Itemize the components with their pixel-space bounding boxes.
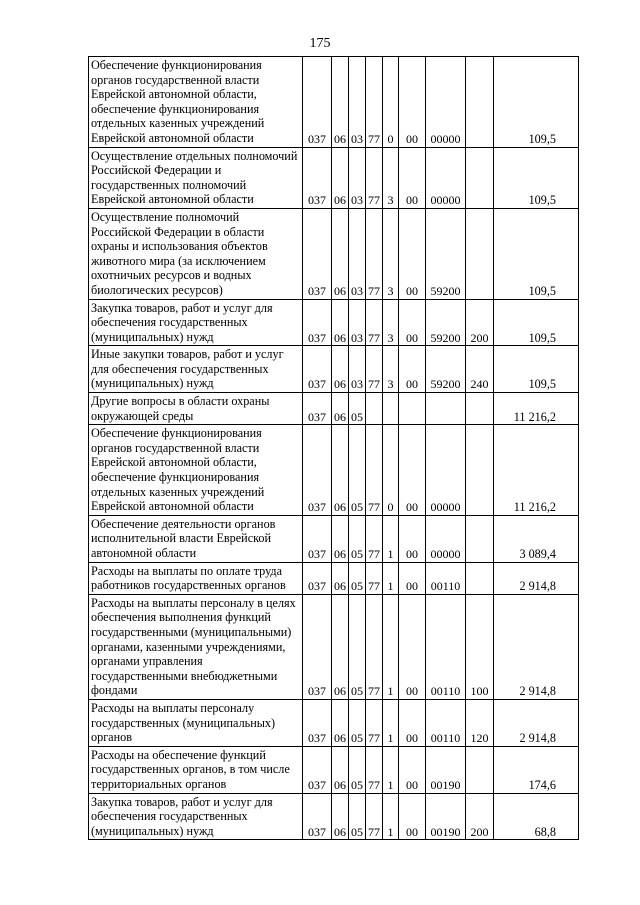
subsection-code: 03	[349, 57, 366, 148]
group-code: 00	[399, 57, 426, 148]
amount: 2 914,8	[494, 562, 579, 594]
ministry-code: 037	[303, 562, 332, 594]
item-code: 00190	[426, 793, 466, 840]
group-code	[399, 393, 426, 425]
subprogram-code: 1	[383, 562, 399, 594]
item-code: 00110	[426, 699, 466, 746]
expense-type-code	[466, 57, 494, 148]
expense-name: Закупка товаров, работ и услуг для обеспечения государственных (муниципальных) нужд	[89, 299, 303, 346]
subprogram-code: 3	[383, 147, 399, 208]
ministry-code: 037	[303, 746, 332, 793]
table-row	[89, 208, 579, 299]
ministry-code: 037	[303, 425, 332, 516]
subprogram-code: 0	[383, 425, 399, 516]
ministry-code: 037	[303, 594, 332, 699]
amount: 109,5	[494, 208, 579, 299]
expense-name: Закупка товаров, работ и услуг для обеспечения государственных (муниципальных) нужд	[89, 793, 303, 840]
group-code: 00	[399, 425, 426, 516]
ministry-code: 037	[303, 393, 332, 425]
program-code: 77	[366, 346, 383, 393]
expense-name: Обеспечение функционирования органов государственной власти Еврейской автономной области, обеспечение функционирования отдельных казенных учреждений Еврейской автономной области	[89, 57, 303, 148]
subsection-code: 05	[349, 793, 366, 840]
item-code: 00110	[426, 562, 466, 594]
program-code: 77	[366, 299, 383, 346]
section-code: 06	[332, 208, 349, 299]
section-code: 06	[332, 147, 349, 208]
expense-type-code	[466, 393, 494, 425]
group-code: 00	[399, 699, 426, 746]
program-code: 77	[366, 562, 383, 594]
item-code: 00000	[426, 57, 466, 148]
subsection-code: 05	[349, 562, 366, 594]
table-row	[89, 594, 579, 699]
program-code: 77	[366, 746, 383, 793]
ministry-code: 037	[303, 299, 332, 346]
expense-name: Расходы на выплаты по оплате труда работников государственных органов	[89, 562, 303, 594]
table-row	[89, 562, 579, 594]
expense-type-code: 200	[466, 793, 494, 840]
page-number: 175	[309, 36, 331, 51]
section-code: 06	[332, 299, 349, 346]
group-code: 00	[399, 346, 426, 393]
amount: 2 914,8	[494, 594, 579, 699]
ministry-code: 037	[303, 147, 332, 208]
table-row	[89, 515, 579, 562]
program-code: 77	[366, 699, 383, 746]
table-row	[89, 425, 579, 516]
amount: 11 216,2	[494, 393, 579, 425]
group-code: 00	[399, 208, 426, 299]
section-code: 06	[332, 346, 349, 393]
expense-type-code: 240	[466, 346, 494, 393]
amount: 2 914,8	[494, 699, 579, 746]
expense-name: Обеспечение деятельности органов исполнительной власти Еврейской автономной области	[89, 515, 303, 562]
subsection-code: 05	[349, 746, 366, 793]
section-code: 06	[332, 393, 349, 425]
subprogram-code	[383, 393, 399, 425]
subprogram-code: 1	[383, 515, 399, 562]
item-code: 00190	[426, 746, 466, 793]
expense-name: Обеспечение функционирования органов государственной власти Еврейской автономной области, обеспечение функционирования отдельных казенных учреждений Еврейской автономной области	[89, 425, 303, 516]
expense-type-code	[466, 147, 494, 208]
section-code: 06	[332, 425, 349, 516]
subprogram-code: 1	[383, 746, 399, 793]
program-code: 77	[366, 147, 383, 208]
expense-type-code: 120	[466, 699, 494, 746]
subsection-code: 03	[349, 299, 366, 346]
expense-name: Расходы на обеспечение функций государственных органов, в том числе территориальных органов	[89, 746, 303, 793]
expense-type-code	[466, 515, 494, 562]
table-row	[89, 746, 579, 793]
ministry-code: 037	[303, 793, 332, 840]
item-code: 59200	[426, 346, 466, 393]
group-code: 00	[399, 515, 426, 562]
ministry-code: 037	[303, 515, 332, 562]
group-code: 00	[399, 147, 426, 208]
table-row	[89, 699, 579, 746]
section-code: 06	[332, 594, 349, 699]
subprogram-code: 3	[383, 208, 399, 299]
ministry-code: 037	[303, 346, 332, 393]
program-code: 77	[366, 425, 383, 516]
expense-type-code	[466, 208, 494, 299]
subsection-code: 05	[349, 425, 366, 516]
item-code: 00110	[426, 594, 466, 699]
expense-type-code	[466, 425, 494, 516]
section-code: 06	[332, 746, 349, 793]
subprogram-code: 0	[383, 57, 399, 148]
group-code: 00	[399, 562, 426, 594]
table-row	[89, 793, 579, 840]
section-code: 06	[332, 562, 349, 594]
ministry-code: 037	[303, 208, 332, 299]
table-row	[89, 147, 579, 208]
subsection-code: 05	[349, 594, 366, 699]
subsection-code: 05	[349, 699, 366, 746]
item-code: 59200	[426, 208, 466, 299]
expense-name: Иные закупки товаров, работ и услуг для обеспечения государственных (муниципальных) нужд	[89, 346, 303, 393]
amount: 109,5	[494, 147, 579, 208]
section-code: 06	[332, 793, 349, 840]
group-code: 00	[399, 299, 426, 346]
section-code: 06	[332, 515, 349, 562]
subprogram-code: 1	[383, 699, 399, 746]
section-code: 06	[332, 699, 349, 746]
amount: 68,8	[494, 793, 579, 840]
subsection-code: 03	[349, 147, 366, 208]
program-code: 77	[366, 57, 383, 148]
amount: 11 216,2	[494, 425, 579, 516]
group-code: 00	[399, 746, 426, 793]
expense-name: Расходы на выплаты персоналу в целях обеспечения выполнения функций государственными (муниципальными) органами, казенными учреждениями, органами управления государственными внебюджетными фондами	[89, 594, 303, 699]
expense-name: Расходы на выплаты персоналу государственных (муниципальных) органов	[89, 699, 303, 746]
subsection-code: 05	[349, 515, 366, 562]
expense-type-code: 200	[466, 299, 494, 346]
expense-type-code	[466, 562, 494, 594]
subsection-code: 03	[349, 208, 366, 299]
ministry-code: 037	[303, 57, 332, 148]
table-row	[89, 299, 579, 346]
table-row	[89, 393, 579, 425]
subprogram-code: 1	[383, 793, 399, 840]
item-code: 00000	[426, 147, 466, 208]
subprogram-code: 3	[383, 346, 399, 393]
expense-name: Осуществление отдельных полномочий Российской Федерации и государственных полномочий Еврейской автономной области	[89, 147, 303, 208]
amount: 109,5	[494, 346, 579, 393]
group-code: 00	[399, 594, 426, 699]
table-row	[89, 57, 579, 148]
item-code: 00000	[426, 425, 466, 516]
section-code: 06	[332, 57, 349, 148]
item-code: 00000	[426, 515, 466, 562]
amount: 174,6	[494, 746, 579, 793]
program-code: 77	[366, 594, 383, 699]
program-code: 77	[366, 793, 383, 840]
program-code	[366, 393, 383, 425]
budget-table	[88, 56, 579, 840]
expense-type-code: 100	[466, 594, 494, 699]
item-code: 59200	[426, 299, 466, 346]
program-code: 77	[366, 515, 383, 562]
subsection-code: 03	[349, 346, 366, 393]
expense-type-code	[466, 746, 494, 793]
amount: 3 089,4	[494, 515, 579, 562]
subprogram-code: 3	[383, 299, 399, 346]
amount: 109,5	[494, 57, 579, 148]
ministry-code: 037	[303, 699, 332, 746]
table-row	[89, 346, 579, 393]
program-code: 77	[366, 208, 383, 299]
group-code: 00	[399, 793, 426, 840]
subsection-code: 05	[349, 393, 366, 425]
subprogram-code: 1	[383, 594, 399, 699]
item-code	[426, 393, 466, 425]
expense-name: Другие вопросы в области охраны окружающей среды	[89, 393, 303, 425]
expense-name: Осуществление полномочий Российской Федерации в области охраны и использования объектов животного мира (за исключением охотничьих ресурсов и водных биологических ресурсов)	[89, 208, 303, 299]
amount: 109,5	[494, 299, 579, 346]
